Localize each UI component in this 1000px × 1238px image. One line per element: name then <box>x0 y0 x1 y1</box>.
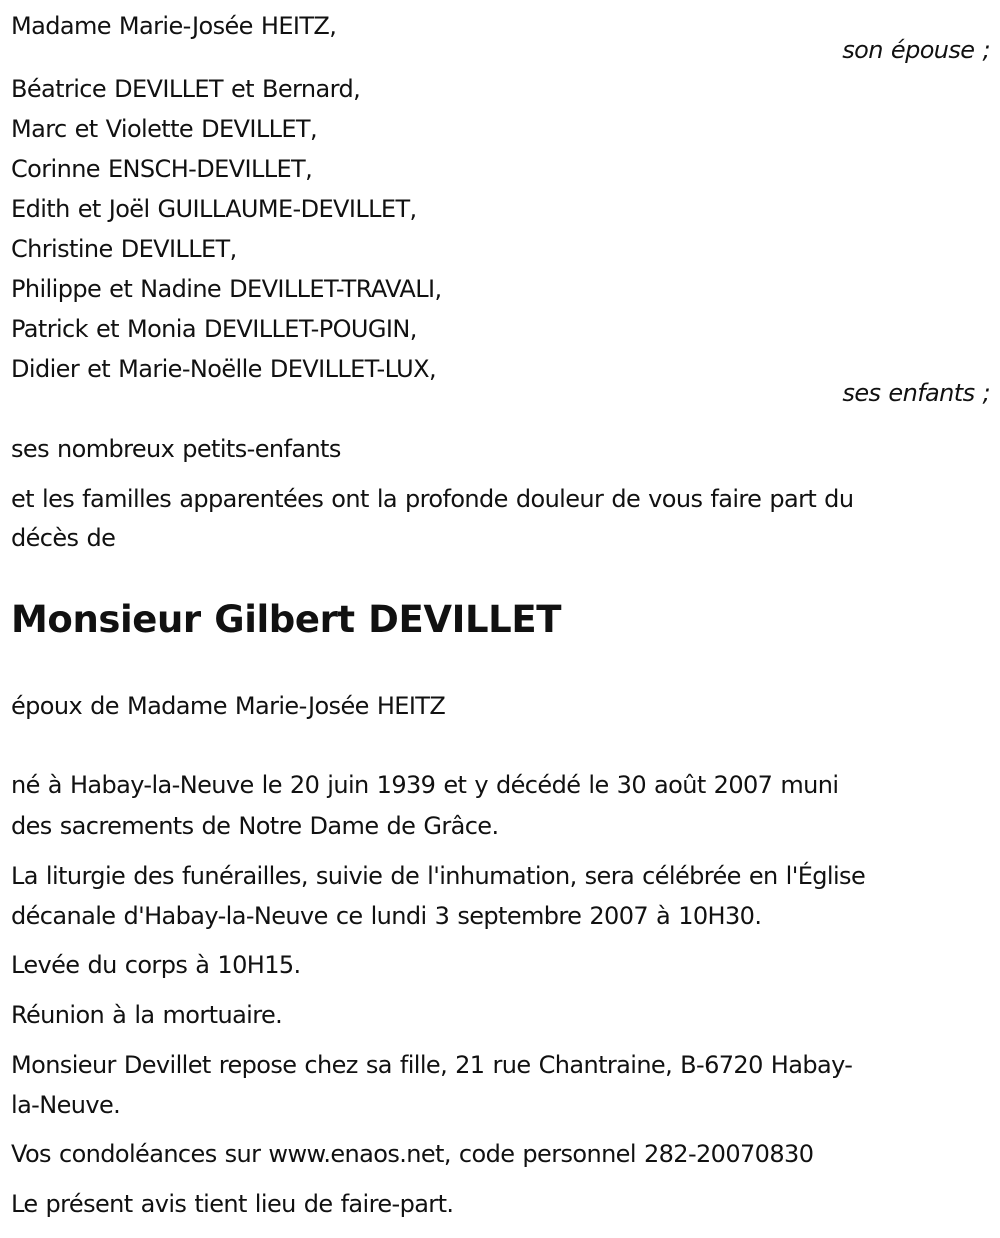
deceased-name-heading: Monsieur Gilbert DEVILLET <box>11 598 562 641</box>
reunion-text: Réunion à la mortuaire. <box>11 1001 283 1029</box>
spouse-name: Madame Marie-Josée HEITZ, <box>11 12 337 40</box>
ceremony-line-1: La liturgie des funérailles, suivie de l'inhumation, sera célébrée en l'Église <box>11 862 866 890</box>
levee-text: Levée du corps à 10H15. <box>11 951 301 979</box>
child-entry: Edith et Joël GUILLAUME-DEVILLET, <box>11 195 417 223</box>
children-role: ses enfants ; <box>842 379 990 407</box>
ceremony-line-2: décanale d'Habay-la-Neuve ce lundi 3 septembre 2007 à 10H30. <box>11 902 762 930</box>
spouse-role: son épouse ; <box>842 36 990 64</box>
child-entry: Corinne ENSCH-DEVILLET, <box>11 155 313 183</box>
grandchildren-text: ses nombreux petits-enfants <box>11 435 341 463</box>
announcement-line-2: décès de <box>11 524 116 552</box>
child-entry: Christine DEVILLET, <box>11 235 237 263</box>
condolences-text: Vos condoléances sur www.enaos.net, code personnel 282-20070830 <box>11 1140 814 1168</box>
birth-death-line-2: des sacrements de Notre Dame de Grâce. <box>11 812 499 840</box>
child-entry: Béatrice DEVILLET et Bernard, <box>11 75 361 103</box>
notice-text: Le présent avis tient lieu de faire-part. <box>11 1190 454 1218</box>
child-entry: Marc et Violette DEVILLET, <box>11 115 318 143</box>
repose-line-1: Monsieur Devillet repose chez sa fille, 21 rue Chantraine, B-6720 Habay- <box>11 1051 853 1079</box>
birth-death-line-1: né à Habay-la-Neuve le 20 juin 1939 et y décédé le 30 août 2007 muni <box>11 771 839 799</box>
repose-line-2: la-Neuve. <box>11 1091 121 1119</box>
child-entry: Patrick et Monia DEVILLET-POUGIN, <box>11 315 417 343</box>
child-entry: Didier et Marie-Noëlle DEVILLET-LUX, <box>11 355 437 383</box>
child-entry: Philippe et Nadine DEVILLET-TRAVALI, <box>11 275 442 303</box>
spouse-of-text: époux de Madame Marie-Josée HEITZ <box>11 692 446 720</box>
announcement-line-1: et les familles apparentées ont la profonde douleur de vous faire part du <box>11 485 854 513</box>
